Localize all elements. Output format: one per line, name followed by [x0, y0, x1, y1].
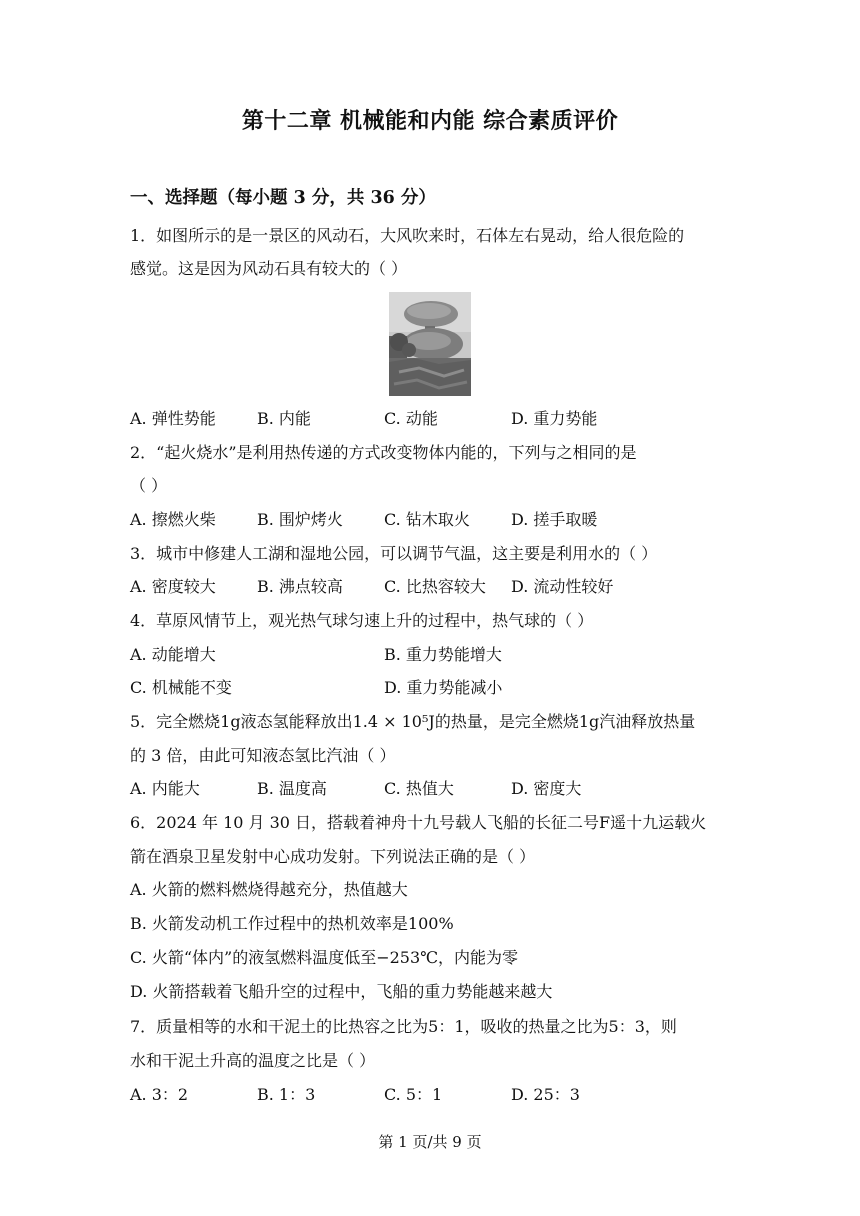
question-3-option-b: B. 沸点较高	[257, 577, 343, 596]
question-6-option-b: B. 火箭发动机工作过程中的热机效率是100%	[130, 914, 454, 933]
question-5-line-1: 5．完全燃烧1g液态氢能释放出1.4 × 10⁵J的热量，是完全燃烧1g汽油释放热量	[130, 712, 696, 731]
question-6-option-a: A. 火箭的燃料燃烧得越充分，热值越大	[130, 880, 408, 899]
question-4-line-1: 4．草原风情节上，观光热气球匀速上升的过程中，热气球的（ ）	[130, 611, 594, 630]
question-2-line-1: 2．“起火烧水”是利用热传递的方式改变物体内能的，下列与之相同的是	[130, 443, 637, 462]
question-2-option-a: A. 擦燃火柴	[130, 510, 216, 529]
question-3-option-d: D. 流动性较好	[511, 577, 614, 596]
question-2-option-b: B. 围炉烤火	[257, 510, 343, 529]
question-2-line-2: （ ）	[130, 476, 168, 495]
question-5-option-c: C. 热值大	[384, 779, 454, 798]
question-3-line-1: 3．城市中修建人工湖和湿地公园，可以调节气温，这主要是利用水的（ ）	[130, 544, 658, 563]
question-3-option-c: C. 比热容较大	[384, 577, 486, 596]
question-7-option-b: B. 1：3	[257, 1085, 316, 1104]
question-4-option-a: A. 动能增大	[130, 645, 216, 664]
page-footer: 第 1 页/共 9 页	[378, 1133, 482, 1151]
question-5-option-a: A. 内能大	[130, 779, 200, 798]
question-5-option-d: D. 密度大	[511, 779, 582, 798]
question-1-option-c: C. 动能	[384, 409, 438, 428]
question-4-option-b: B. 重力势能增大	[384, 645, 502, 664]
question-6-option-d: D. 火箭搭载着飞船升空的过程中，飞船的重力势能越来越大	[130, 982, 553, 1001]
question-2-option-c: C. 钻木取火	[384, 510, 470, 529]
question-3-option-a: A. 密度较大	[130, 577, 216, 596]
question-5-line-2: 的 3 倍，由此可知液态氢比汽油（ ）	[130, 746, 396, 765]
question-6-line-2: 箭在酒泉卫星发射中心成功发射。下列说法正确的是（ ）	[130, 847, 536, 866]
question-7-line-1: 7．质量相等的水和干泥土的比热容之比为5：1，吸收的热量之比为5：3，则	[130, 1017, 677, 1036]
question-7-option-d: D. 25：3	[511, 1085, 580, 1104]
question-4-option-c: C. 机械能不变	[130, 678, 232, 697]
question-4-option-d: D. 重力势能减小	[384, 678, 503, 697]
question-7-option-a: A. 3：2	[130, 1085, 189, 1104]
question-5-option-b: B. 温度高	[257, 779, 327, 798]
question-1-line-2: 感觉。这是因为风动石具有较大的（ ）	[130, 259, 408, 278]
question-1-line-1: 1．如图所示的是一景区的风动石，大风吹来时，石体左右晃动，给人很危险的	[130, 226, 685, 245]
question-1-option-d: D. 重力势能	[511, 409, 598, 428]
question-2-option-d: D. 搓手取暖	[511, 510, 598, 529]
question-7-line-2: 水和干泥土升高的温度之比是（ ）	[130, 1051, 376, 1070]
page-title: 第十二章 机械能和内能 综合素质评价	[241, 108, 619, 134]
question-6-line-1: 6．2024 年 10 月 30 日，搭载着神舟十九号载人飞船的长征二号F遥十九运载火	[130, 813, 707, 832]
wind-rock-photo	[389, 292, 471, 396]
question-6-option-c: C. 火箭“体内”的液氢燃料温度低至−253℃，内能为零	[130, 948, 519, 967]
question-1-option-a: A. 弹性势能	[130, 409, 216, 428]
question-7-option-c: C. 5：1	[384, 1085, 443, 1104]
section-heading: 一、选择题（每小题 3 分，共 36 分）	[130, 188, 436, 208]
question-1-option-b: B. 内能	[257, 409, 311, 428]
